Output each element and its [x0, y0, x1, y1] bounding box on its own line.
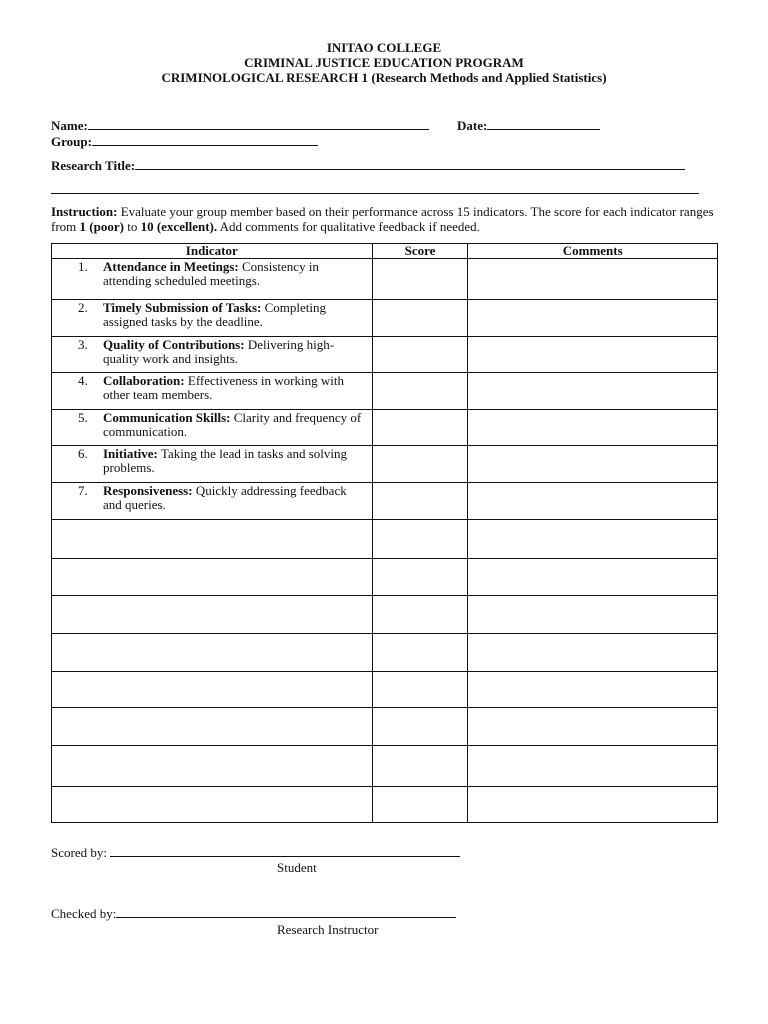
score-cell[interactable] [372, 596, 468, 634]
score-cell[interactable] [372, 672, 468, 708]
indicator-description: Taking the lead in tasks and solving problems. [103, 446, 348, 475]
indicator-cell [52, 559, 373, 596]
comments-cell[interactable] [468, 520, 718, 559]
comments-cell[interactable] [468, 787, 718, 823]
table-row [52, 559, 718, 596]
indicator-number: 4. [78, 373, 88, 388]
indicator-cell [52, 259, 373, 300]
name-label: Name: [51, 118, 88, 133]
research-title-field[interactable] [51, 158, 685, 174]
score-cell[interactable] [372, 410, 468, 446]
scale-min: 1 (poor) [79, 219, 124, 234]
scored-by-field[interactable] [51, 845, 460, 861]
group-label: Group: [51, 134, 92, 149]
comments-cell[interactable] [468, 446, 718, 483]
score-cell[interactable] [372, 259, 468, 300]
indicator-number: 7. [78, 483, 88, 498]
indicator-cell [52, 672, 373, 708]
comments-cell[interactable] [468, 672, 718, 708]
indicator-cell [52, 410, 373, 446]
score-cell[interactable] [372, 520, 468, 559]
comments-cell[interactable] [468, 259, 718, 300]
name-line[interactable] [88, 118, 429, 130]
checked-by-line[interactable] [116, 906, 456, 918]
indicator-number: 2. [78, 300, 88, 315]
header-indicator: Indicator [52, 244, 373, 259]
indicator-title: Collaboration: [103, 373, 185, 388]
instruction-text [51, 204, 717, 234]
indicator-title: Quality of Contributions: [103, 337, 245, 352]
table-row [52, 300, 718, 337]
indicator-description: Delivering high-quality work and insights. [103, 337, 335, 366]
indicator-cell [52, 520, 373, 559]
comments-cell[interactable] [468, 708, 718, 746]
score-cell[interactable] [372, 373, 468, 410]
table-row [52, 634, 718, 672]
indicator-number: 3. [78, 337, 88, 352]
name-field[interactable] [51, 118, 429, 134]
table-row [52, 373, 718, 410]
indicator-cell [52, 634, 373, 672]
scored-by-label: Scored by: [51, 845, 111, 860]
indicator-description: Consistency in attending scheduled meetings. [103, 259, 319, 288]
indicator-cell [52, 746, 373, 787]
score-cell[interactable] [372, 708, 468, 746]
indicator-number: 5. [78, 410, 88, 425]
date-field[interactable] [457, 118, 600, 134]
checked-by-field[interactable] [51, 906, 456, 922]
indicator-number: 1. [78, 259, 88, 274]
instruction-part-2: to [123, 219, 141, 234]
indicator-title: Attendance in Meetings: [103, 259, 239, 274]
score-cell[interactable] [372, 446, 468, 483]
program-name: CRIMINAL JUSTICE EDUCATION PROGRAM [244, 55, 524, 70]
indicator-description: Completing assigned tasks by the deadline. [103, 300, 326, 329]
course-title [0, 70, 768, 85]
indicator-description: Quickly addressing feedback and queries. [103, 483, 347, 512]
indicator-description: Effectiveness in working with other team members. [103, 373, 344, 402]
table-row [52, 446, 718, 483]
instruction-label: Instruction: [51, 204, 118, 219]
document-header [0, 40, 768, 85]
scored-by-role: Student [277, 860, 317, 875]
comments-cell[interactable] [468, 483, 718, 520]
instruction-part-1: Evaluate your group member based on their performance across 15 indicators. The score for each indicator ranges from [51, 204, 714, 234]
table-row [52, 337, 718, 373]
indicator-title: Communication Skills: [103, 410, 231, 425]
checked-by-role: Research Instructor [277, 922, 379, 937]
comments-cell[interactable] [468, 746, 718, 787]
score-cell[interactable] [372, 559, 468, 596]
college-name: INITAO COLLEGE [326, 40, 442, 55]
score-cell[interactable] [372, 634, 468, 672]
indicator-cell [52, 708, 373, 746]
comments-cell[interactable] [468, 410, 718, 446]
table-row [52, 410, 718, 446]
indicator-title: Initiative: [103, 446, 158, 461]
indicator-number: 6. [78, 446, 88, 461]
indicator-cell [52, 787, 373, 823]
table-row [52, 746, 718, 787]
comments-cell[interactable] [468, 373, 718, 410]
comments-cell[interactable] [468, 337, 718, 373]
research-title-line[interactable] [135, 158, 685, 170]
comments-cell[interactable] [468, 559, 718, 596]
indicator-title: Timely Submission of Tasks: [103, 300, 262, 315]
score-cell[interactable] [372, 337, 468, 373]
header-comments: Comments [468, 244, 718, 259]
group-field[interactable] [51, 134, 318, 150]
comments-cell[interactable] [468, 300, 718, 337]
indicator-title: Responsiveness: [103, 483, 193, 498]
comments-cell[interactable] [468, 634, 718, 672]
indicator-cell [52, 373, 373, 410]
table-row [52, 483, 718, 520]
indicator-description: Clarity and frequency of communication. [103, 410, 362, 439]
table-row [52, 672, 718, 708]
date-label: Date: [457, 118, 488, 133]
table-row [52, 596, 718, 634]
indicator-cell [52, 337, 373, 373]
table-row [52, 787, 718, 823]
instruction-part-3: Add comments for qualitative feedback if needed. [217, 219, 480, 234]
indicator-cell [52, 596, 373, 634]
indicator-cell [52, 483, 373, 520]
score-cell[interactable] [372, 483, 468, 520]
indicator-cell [52, 300, 373, 337]
score-cell[interactable] [372, 300, 468, 337]
indicator-cell [52, 446, 373, 483]
comments-cell[interactable] [468, 596, 718, 634]
score-cell[interactable] [372, 746, 468, 787]
checked-by-label: Checked by: [51, 906, 117, 921]
course-code: CRIMINOLOGICAL RESEARCH 1 [161, 70, 369, 85]
scale-max: 10 (excellent). [140, 219, 218, 234]
research-title-line-2[interactable] [51, 193, 699, 194]
table-row [52, 520, 718, 559]
table-row [52, 708, 718, 746]
evaluation-table [51, 243, 718, 823]
scored-by-line[interactable] [110, 845, 460, 857]
header-score: Score [372, 244, 468, 259]
table-row [52, 259, 718, 300]
research-title-label: Research Title: [51, 158, 136, 173]
score-cell[interactable] [372, 787, 468, 823]
course-subtitle: (Research Methods and Applied Statistics) [368, 70, 607, 85]
date-line[interactable] [487, 118, 600, 130]
table-header-row [52, 244, 718, 259]
group-line[interactable] [92, 134, 318, 146]
